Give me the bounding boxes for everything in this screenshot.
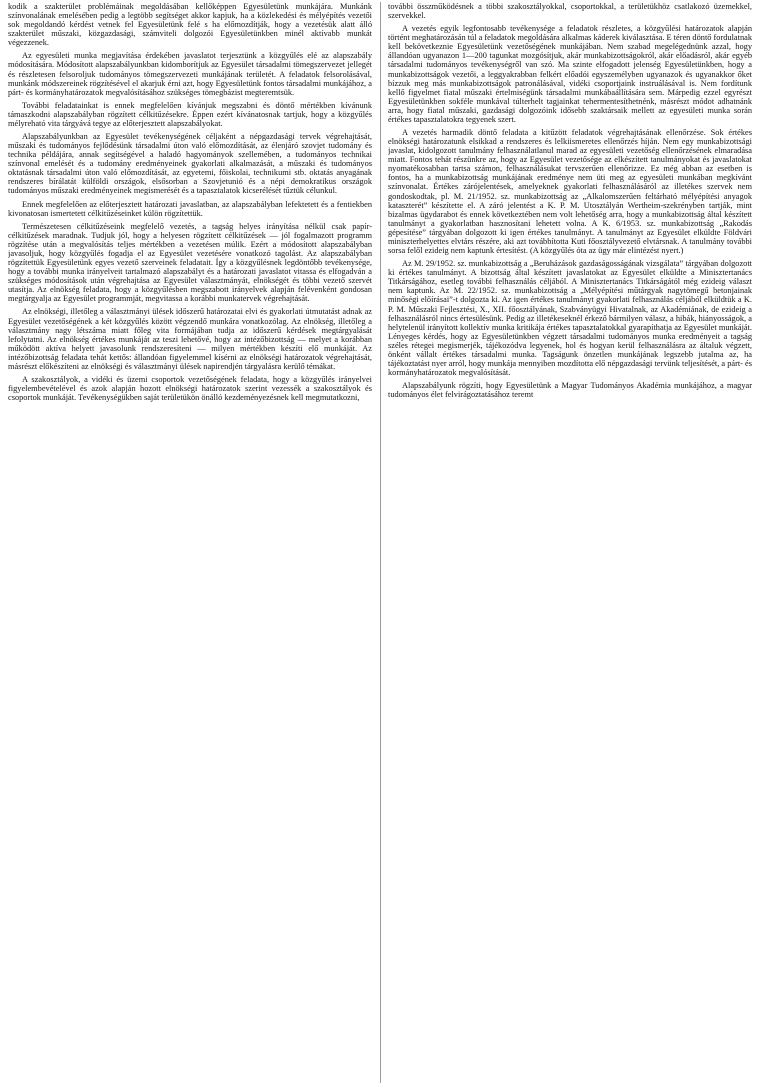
paragraph: Alapszabályunk rögzíti, hogy Egyesületünk a Magyar Tudományos Akadémia munkájához, a magyar tudományos élet felvirágoztatásához teremt <box>388 381 752 400</box>
paragraph: Ennek megfelelően az előterjesztett határozati javaslatban, az alapszabályban lefektetett és a fentiekben kivonatosan ismertetett célkitűzéseinket külön rögzítettük. <box>8 199 372 218</box>
paragraph: Az M. 29/1952. sz. munkabizottság a „Beruházások gazdaságosságának vizsgálata” tárgyában dolgozott ki értékes tanulmányt. A bizottság által készített javaslatokat az Egyesület elküldte a Minisztertanács Titkárságához, esetleg további felhasználás céljából. A Minisztertanács Titkárságától még ezideig választ nem kaptunk. Az M. 22/1952. sz. munkabizottság a „Mélyépítési műtárgyak nagytömegű betonjainak minőségi előírásai”-t dolgozta ki. Az igen értékes tanulmányt gyakorlati felhasználás céljából elküldtük a K. P. M. Műszaki Fejlesztési, X., XII. főosztályának, Szabványügyi Hivatalnak, az Akadémiának, de ezideig a felhasználásról nincs értesülésünk. Pedig az illetékeseknél érkező bármilyen válasz, a hibák, hiányosságok, a helytelenül irányított kollektív munka kritikája értékes tapasztalatokkal gyarapíthatja az Egyesület munkáját. Lényeges kérdés, hogy az Egyesületünkben végzett társadalmi tudományos munka eredményeit a tagság széles rétegei megismerjék, tájékozódva legyenek, hol és hogyan kerül felhasználásra az általuk végzett, önként vállalt értékes társadalmi munka. Tagságunk önzetlen munkájának legszebb jutalma az, ha tájékoztatást nyer arról, hogy munkája mennyiben mozdította elő népgazdasági tervünk teljesítését, a párt- és kormányhatározatok megvalósítását. <box>388 259 752 378</box>
left-column <box>8 2 372 1083</box>
paragraph: A vezetés harmadik döntő feladata a kitűzött feladatok végrehajtásának ellenőrzése. Sok értékes elnökségi határozatunk elsikkad a rendszeres és lelkiismeretes ellenőrzés híján. Nem egy munkabizottsági javaslat, kidolgozott tanulmány felhasználatlanul marad az egyesületi vezetőség ellenőrzésének elmaradása miatt. Fontos tehát részünkre az, hogy az Egyesület vezetősége az elkészített tanulmányokat és javaslatokat nyomatékosabban tartsa számon, felhasználásukat tervszerűen ellenőrizze. Ez még abban az esetben is fontos, ha a munkabizottság munkájának eredménye nem üti meg az egyesületi munkában megkívánt színvonalat. Értékes zárójelentések, amelyeknek gyakorlati felhasználásáról az illetékes szervek nem gondoskodtak, pl. M. 21/1952. sz. munkabizottság az „Alkalomszerűen feltárható mélyépítési anyagok kataszterét” készítette el. A záró jelentést a K. P. M. Utosztályán Wertheim-szekrényben tartják, mint bizalmas ügydarabot és ennek következtében nem volt lehetőség arra, hogy a munkabizottság által készített tanulmányt a gyakorlatban hasznosítani lehetett volna. A K. 6/1953. sz. munkabizottság „Rakodás gépesítése” tárgyában dolgozott ki igen értékes tanulmányt. A tanulmányt az Egyesület elküldte Földvári miniszterhelyettes elvtárs részére, aki azt továbbította Kuti főosztályvezető elvtársnak. A tanulmány további sorsa felől ezideig nem kaptunk értesítést. (A közgyűlés óta az ügy már elintézést nyert.) <box>388 128 752 256</box>
paragraph: további összműködésnek a többi szakosztályokkal, csoportokkal, a területükhöz csatlakozó üzemekkel, szervekkel. <box>388 2 752 21</box>
paragraph: A vezetés egyik legfontosabb tevékenysége a feladatok részletes, a közgyűlési határozatok alapján történt meghatározásán túl a feladatok megoldására alkalmas káderek kiválasztása. E téren döntő fordulatnak kell bekövetkeznie Egyesületünk vezetőségének munkájában. Nem szabad megelégednünk azzal, hogy állandóan ugyanazon 1—200 tagunkat mozgósítjuk, akár munkabizottságokról, akár előadásról, akár egyéb társadalmi tudományos tevékenységről van szó. Ma szinte elfogadott jelenség Egyesületünkben, hogy a munkabizottságok vezetői, a leggyakrabban felkért előadói egyszemélyben ugyanazok és ugyanakkor őket bízzuk meg más munkabizottságok patronálásával, vidéki csoportjaink instruálásával is. Nem fordítunk kellő figyelmet fiatal műszaki értelmiségünk társadalmi munkábaállítására sem. Márpedig ezzel egyrészt Egyesületünkben sokféle munkával túlterhelt tagjainkat tehermentesíthetnénk, másrészt módot adhatnánk arra, hogy fiatal műszaki, gazdasági dolgozóink idősebb szaktársaik mellett az egyesületi munka során értékes tapasztalatokra tegyenek szert. <box>388 24 752 124</box>
paragraph: Az elnökségi, illetőleg a választmányi ülések időszerű határozatai elvi és gyakorlati útmutatást adnak az Egyesület vezetőségének a két közgyűlés között végzendő munkára vonatkozólag. Az elnökség, illetőleg a választmány nagy létszáma miatt főleg vita formájában tudja az időszerű kérdések megtárgyalását lefolytatni. Az elnökség értékes munkáját az teszi lehetővé, hogy az intézőbizottság — melyet a korábban működött aktíva helyett javasolunk rendszeresíteni — milyen mértékben készíti elő munkáját. Az intézőbizottság feladata tehát kettős: állandóan figyelemmel kísérni az elnökségi határozatok végrehajtását, másrészt előkészíteni az elnökségi és választmányi ülések napirendjén tárgyalásra kerülő témákat. <box>8 307 372 371</box>
paragraph: kodik a szakterület problémáinak megoldásában kellőképpen Egyesületünk munkájára. Munkánk színvonalának emelésében pedig a legtöbb segítséget akkor kapjuk, ha a közlekedési és mélyépítés vezetői sok megoldandó kérdést vetnek fel Egyesületünk felé s ha előmozdítják, hogy a vezetésük alatt álló szakterület műszaki, közgazdasági, számviteli dolgozói Egyesületünkben minél aktívabb munkát végezzenek. <box>8 2 372 48</box>
right-column <box>388 2 752 1083</box>
paragraph: A szakosztályok, a vidéki és üzemi csoportok vezetőségének feladata, hogy a közgyűlés irányelvei figyelembevételével és azok alapján hozott elnökségi határozatok szerint vezessék a szakosztályok és csoportok munkáját. Tevékenységükben saját területükön önálló kezdeményezésnek kell megmutatkozni, <box>8 374 372 403</box>
paragraph: Alapszabályunkban az Egyesület tevékenységének céljaként a népgazdasági tervek végrehajtását, műszaki és tudományos fejlődésünk társadalmi úton való előmozdítását, az élenjáró szovjet tudomány és technika példájára, annak segítségével a haladó hagyományok szellemében, a tudományos technikai színvonal emelését és a tudomány eredményeinek gyakorlati alkalmazását, a műszaki és tudományos oktatásnak társadalmi úton való előmozdítását, az egyetemi, főiskolai, technikumi stb. oktatás anyagának rendszeres bírálatát külföldi országok, elsősorban a Szovjetunió és a népi demokratikus országok tudományos műszaki eredményeinek megismerését és a tapasztalatok kicserélését tűztük célunkul. <box>8 132 372 196</box>
column-divider <box>380 2 381 1083</box>
paragraph: További feladatainkat is ennek megfelelően kívánjuk megszabni és döntő mértékben kívánunk támaszkodni alapszabályban rögzített célkitűzésekre. Éppen ezért kívánatosnak tartjuk, hogy a közgyűlés mélyreható vita tárgyává tegye az előterjesztett alapszabályokat. <box>8 100 372 128</box>
paragraph: Természetesen célkitűzéseink megfelelő vezetés, a tagság helyes irányítása nélkül csak papír-célkitűzések maradnak. Tudjuk jól, hogy a helyesen rögzített célkitűzések — jól fogalmazott programm rögzítése után a megvalósítás teljes mértékben a vezetésen múlik. Ezért a módosított alapszabályban javasoljuk, hogy közgyűlés fogadja el az Egyesület vezetésére vonatkozó tagolást. Az alapszabályban rögzítettük Egyesületünk egyes vezető szerveinek feladatait. Így a közgyűlésnek legdöntőbb tevékenysége, hogy a további munka irányelveit tartalmazó alapszabályt és a határozati javaslatot vitassa és elfogadván a szükséges módosítások után végrehajtása az Egyesület választmányát, elnökségét és többi vezető szervét utasítja. Az elnökség feladata, hogy a közgyűlésben megszabott irányelvek alapján felévenként gondosan megtárgyalja az Egyesület programmját, megvitassa a korábbi munkatervek végrehajtását. <box>8 221 372 304</box>
paragraph: Az egyesületi munka megjavítása érdekében javaslatot terjesztünk a közgyűlés elé az alapszabály módosítására. Módosított alapszabályunkban kidomborítjuk az Egyesület társadalmi tömegszervezet jellegét és részletesen felsoroljuk tudományos tömegszervezeti munkájának területét. A feladatok felsorolásával, munkánk módszereinek rögzítésével el akarjuk érni azt, hogy Egyesületünk fontos társadalmi munkájához, a párt- és kormányhatározatok megvalósításához szükséges tömegbázist megteremtsük. <box>8 51 372 97</box>
